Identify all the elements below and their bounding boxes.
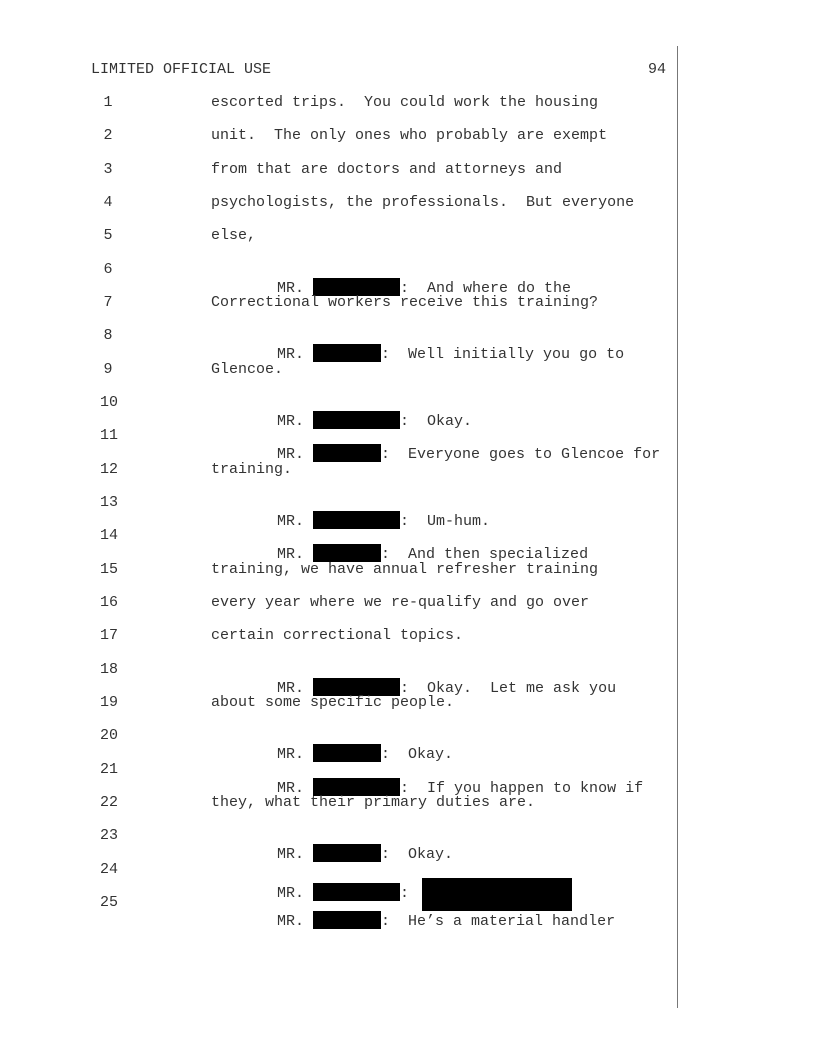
line-number: 5: [103, 227, 113, 244]
transcript-line: escorted trips. You could work the housing: [211, 94, 599, 111]
speaker-prefix: MR.: [277, 413, 305, 430]
speaker-text: : Okay. Let me ask you: [400, 680, 617, 697]
line-number: 18: [100, 661, 119, 678]
speaker-text: : If you happen to know if: [400, 780, 644, 797]
speaker-prefix: MR.: [277, 680, 305, 697]
speaker-text: : And where do the: [400, 280, 572, 297]
line-number: 13: [100, 494, 119, 511]
right-margin-rule: [677, 46, 678, 1008]
redaction-box: [313, 744, 381, 762]
speaker-line: [259, 527, 588, 563]
transcript-line: every year where we re-qualify and go over: [211, 594, 590, 611]
line-number: 2: [103, 127, 113, 144]
line-number: 20: [100, 727, 119, 744]
transcript-line: unit. The only ones who probably are exempt: [211, 127, 608, 144]
line-number: 3: [103, 161, 113, 178]
line-number: 4: [103, 194, 113, 211]
line-number: 22: [100, 794, 119, 811]
speaker-prefix: MR.: [277, 446, 305, 463]
line-number: 6: [103, 261, 113, 278]
line-number: 10: [100, 394, 119, 411]
line-number: 24: [100, 861, 119, 878]
page-number: 94: [648, 61, 667, 78]
redaction-box: [313, 544, 381, 562]
line-number: 23: [100, 827, 119, 844]
speaker-text: :: [400, 885, 410, 902]
speaker-prefix: MR.: [277, 913, 305, 930]
speaker-text: : Everyone goes to Glencoe for: [381, 446, 661, 463]
speaker-prefix: MR.: [277, 346, 305, 363]
transcript-line: psychologists, the professionals. But everyone: [211, 194, 635, 211]
line-number: 7: [103, 294, 113, 311]
transcript-line: Correctional workers receive this training?: [211, 294, 599, 311]
speaker-line: [259, 661, 616, 697]
line-number: 15: [100, 561, 119, 578]
speaker-text: : Okay.: [381, 846, 454, 863]
redaction-box: [313, 844, 381, 862]
transcript-line: training.: [211, 461, 293, 478]
speaker-line: [259, 327, 624, 363]
transcript-line: certain correctional topics.: [211, 627, 464, 644]
speaker-line: [259, 394, 472, 430]
classification-header: LIMITED OFFICIAL USE: [91, 61, 272, 78]
transcript-line: from that are doctors and attorneys and: [211, 161, 563, 178]
speaker-text: : Well initially you go to: [381, 346, 625, 363]
transcript-line: about some specific people.: [211, 694, 455, 711]
speaker-line: [259, 494, 490, 530]
line-number: 17: [100, 627, 119, 644]
speaker-line: [259, 761, 643, 797]
speaker-prefix: MR.: [277, 746, 305, 763]
line-number: 11: [100, 427, 119, 444]
transcript-line: Glencoe.: [211, 361, 284, 378]
speaker-line: [259, 261, 571, 297]
line-number: 25: [100, 894, 119, 911]
line-number: 1: [103, 94, 113, 111]
speaker-line: [259, 827, 453, 863]
redaction-box: [313, 911, 381, 929]
line-number: 12: [100, 461, 119, 478]
speaker-prefix: MR.: [277, 885, 305, 902]
speaker-text: : He’s a material handler: [381, 913, 616, 930]
speaker-prefix: MR.: [277, 280, 305, 297]
speaker-text: : Um-hum.: [400, 513, 491, 530]
speaker-prefix: MR.: [277, 546, 305, 563]
speaker-text: : Okay.: [400, 413, 473, 430]
speaker-text: : And then specialized: [381, 546, 589, 563]
line-number: 9: [103, 361, 113, 378]
speaker-line: [259, 894, 615, 930]
line-number: 14: [100, 527, 119, 544]
speaker-prefix: MR.: [277, 780, 305, 797]
line-number: 19: [100, 694, 119, 711]
redaction-box: [313, 344, 381, 362]
speaker-line: [259, 427, 660, 463]
line-number: 16: [100, 594, 119, 611]
speaker-prefix: MR.: [277, 846, 305, 863]
transcript-line: training, we have annual refresher training: [211, 561, 599, 578]
line-number: 8: [103, 327, 113, 344]
speaker-prefix: MR.: [277, 513, 305, 530]
transcript-line: they, what their primary duties are.: [211, 794, 536, 811]
redaction-box: [313, 444, 381, 462]
speaker-text: : Okay.: [381, 746, 454, 763]
line-number: 21: [100, 761, 119, 778]
transcript-line: else,: [211, 227, 257, 244]
speaker-line: [259, 727, 453, 763]
